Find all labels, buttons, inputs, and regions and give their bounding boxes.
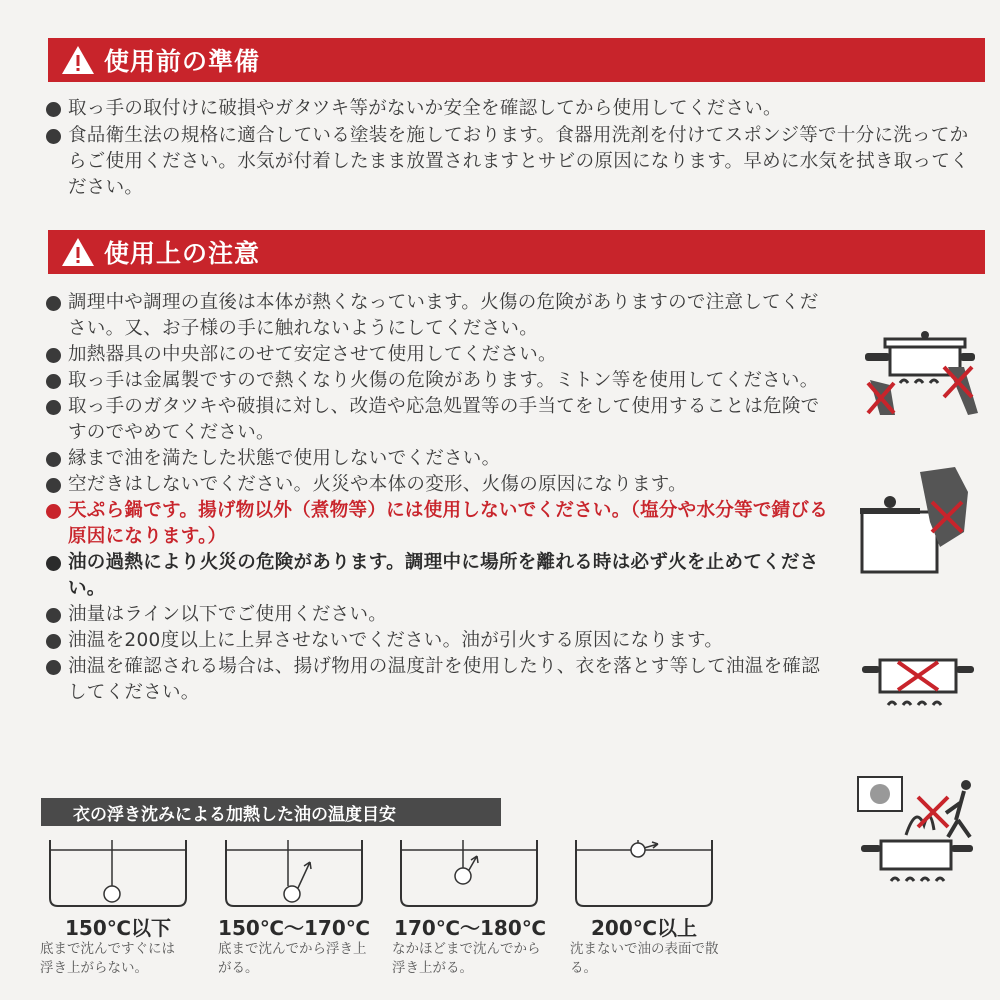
list-item: [46, 290, 836, 342]
bullet-icon: [46, 400, 61, 415]
list-item: [46, 602, 836, 628]
bullet-icon: [46, 129, 61, 144]
item-text: 取っ手のガタツキや破損に対し、改造や応急処置等の手当てをして使用することは危険ですのでやめてください。: [68, 396, 820, 443]
list-item: [46, 654, 836, 706]
caution-list: [46, 290, 836, 706]
section-banner-preparation: [48, 38, 985, 82]
temp-desc: なかほどまで沈んでから浮き上がる。: [392, 941, 541, 976]
item-text: 加熱器具の中央部にのせて安定させて使用してください。: [68, 344, 557, 365]
item-text: 食品衛生法の規格に適合している塗装を施しております。食器用洗剤を付けてスポンジ等で十分に洗ってからご使用ください。水気が付着したまま放置されますとサビの原因になります。早めに水気を拭き取ってください。: [68, 125, 969, 198]
list-item: [46, 394, 836, 446]
preparation-list: [46, 96, 986, 201]
section-banner-caution: [48, 230, 985, 274]
list-item: [46, 472, 836, 498]
bullet-icon: [46, 556, 61, 571]
list-item-emphasis: [46, 550, 836, 602]
item-text: 縁まで油を満たした状態で使用しないでください。: [68, 448, 501, 469]
section-title: 使用前の準備: [104, 47, 261, 76]
pot-diagram-2: [224, 838, 364, 908]
warning-icon: [60, 44, 96, 76]
item-text: 油温を200度以上に上昇させないでください。油が引火する原因になります。: [68, 630, 724, 651]
pot-diagram-1: [48, 838, 188, 908]
pot-diagram-3: [399, 838, 539, 908]
list-item: [46, 342, 836, 368]
temp-label: 150℃以下: [65, 916, 171, 940]
fire-leave-illustration: [856, 775, 980, 890]
item-text: 取っ手の取付けに破損やガタツキ等がないか安全を確認してから使用してください。: [68, 98, 782, 119]
bullet-icon: [46, 374, 61, 389]
bullet-icon: [46, 348, 61, 363]
item-text: 天ぷら鍋です。揚げ物以外（煮物等）には使用しないでください。（塩分や水分等で錆びる原因になります。）: [68, 500, 829, 547]
temperature-guide-title: 衣の浮き沈みによる加熱した油の温度目安: [41, 798, 501, 826]
pot-diagram-4: [574, 838, 714, 908]
temp-desc: 底まで沈んでから浮き上がる。: [218, 941, 367, 976]
bullet-icon: [46, 478, 61, 493]
temp-label: 200℃以上: [591, 916, 697, 940]
bullet-icon: [46, 660, 61, 675]
bullet-icon: [46, 504, 61, 519]
temp-desc: 沈まないで油の表面で散る。: [570, 941, 719, 976]
item-text: 油の過熱により火災の危険があります。調理中に場所を離れる時は必ず火を止めてください。: [68, 552, 819, 599]
bullet-icon: [46, 634, 61, 649]
item-text: 調理中や調理の直後は本体が熱くなっています。火傷の危険がありますので注意してください。又、お子様の手に触れないようにしてください。: [68, 292, 819, 339]
bullet-icon: [46, 296, 61, 311]
temp-label: 170℃〜180℃: [394, 916, 546, 940]
temp-label: 150℃〜170℃: [218, 916, 370, 940]
bullet-icon: [46, 102, 61, 117]
list-item: [46, 628, 836, 654]
item-text: 空だきはしないでください。火災や本体の変形、火傷の原因になります。: [68, 474, 687, 495]
list-item: [46, 368, 836, 394]
mitten-illustration: [860, 462, 980, 577]
list-item: [46, 446, 836, 472]
section-title: 使用上の注意: [104, 239, 261, 268]
temp-desc: 底まで沈んですぐには浮き上がらない。: [40, 941, 175, 976]
list-item: [46, 123, 986, 201]
list-item-important: [46, 498, 836, 550]
item-text: 油量はライン以下でご使用ください。: [68, 604, 388, 625]
list-item: [46, 96, 986, 122]
hot-handle-illustration: [860, 325, 980, 420]
item-text: 取っ手は金属製ですので熱くなり火傷の危険があります。ミトン等を使用してください。: [68, 370, 819, 391]
empty-heating-illustration: [858, 650, 978, 715]
warning-icon: [60, 236, 96, 268]
bullet-icon: [46, 608, 61, 623]
item-text: 油温を確認される場合は、揚げ物用の温度計を使用したり、衣を落とす等して油温を確認してください。: [68, 656, 821, 703]
bullet-icon: [46, 452, 61, 467]
